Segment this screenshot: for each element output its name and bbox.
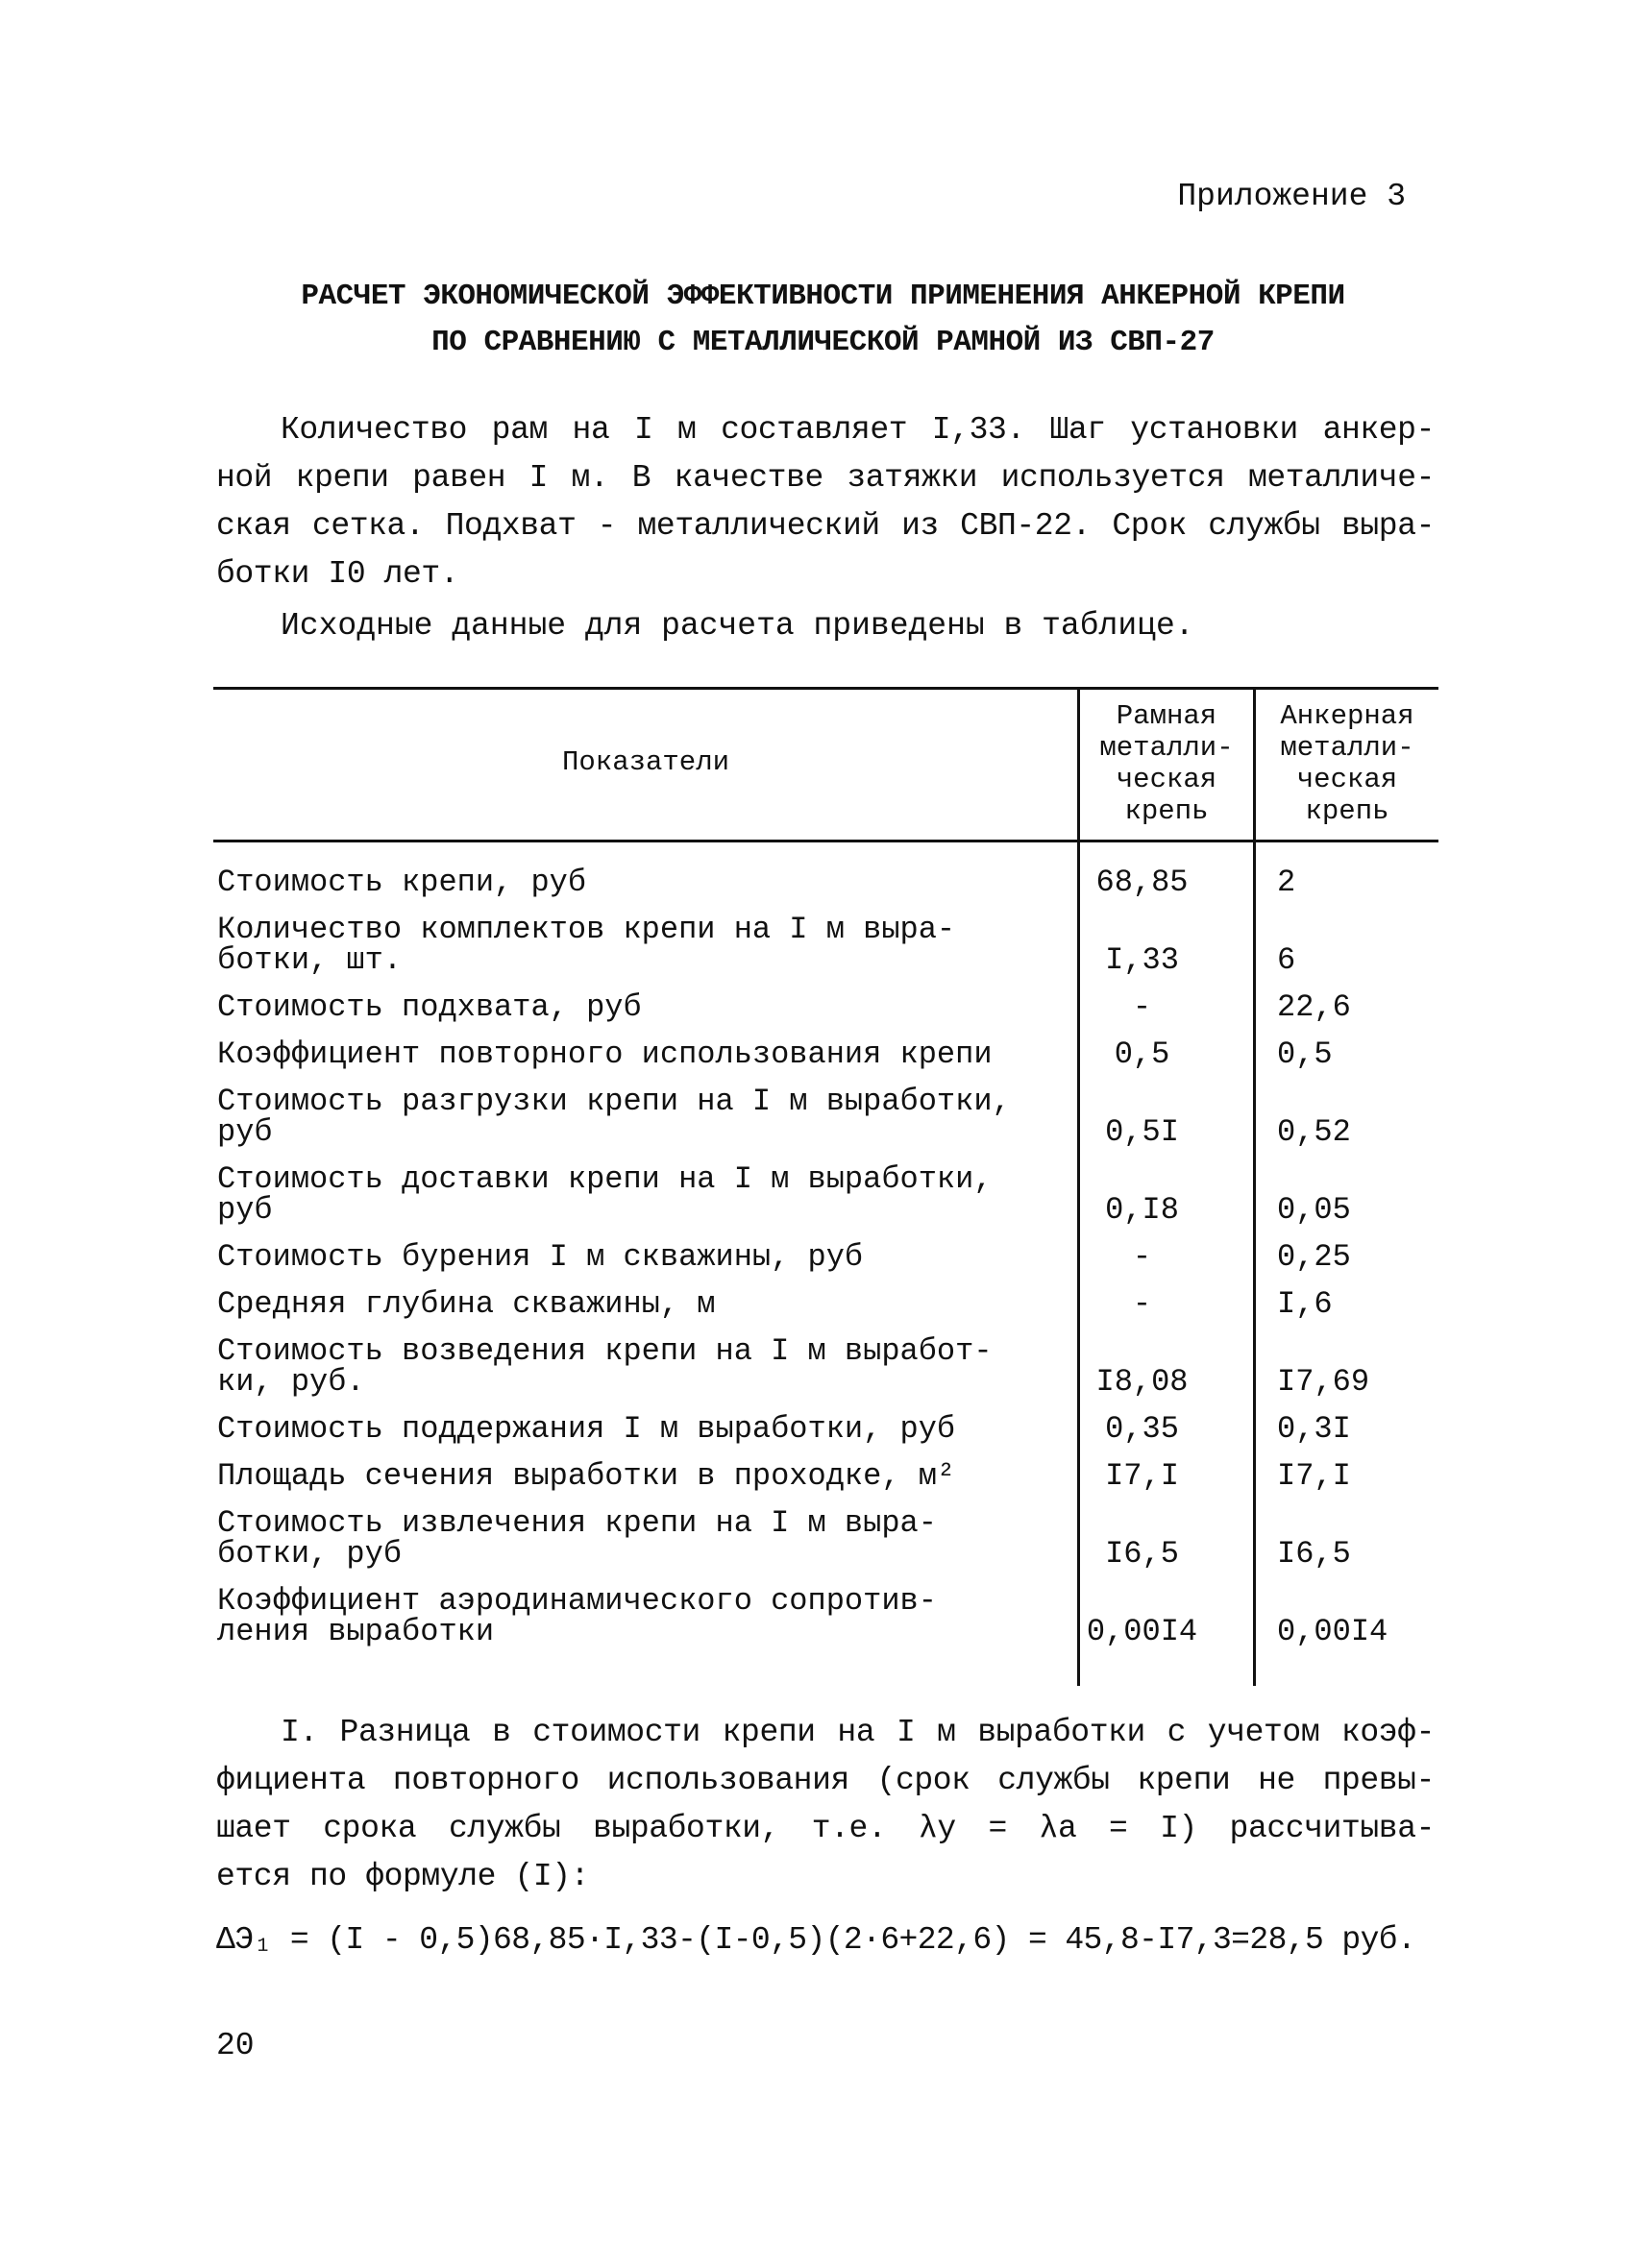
- header-line: Рамная: [1116, 700, 1217, 732]
- section-line: ется по формуле (I):: [216, 1859, 590, 1894]
- header-anchor-support: [1256, 700, 1438, 827]
- table-intro: Исходные данные для расчета приведены в таблице.: [281, 608, 1194, 644]
- intro-line: ская сетка. Подхват - металлический из СВП-22. Срок службы выра-: [216, 508, 1435, 544]
- intro-line: ной крепи равен I м. В качестве затяжки используется металличе-: [216, 460, 1435, 496]
- table-header: [213, 687, 1438, 842]
- table-row: [217, 1036, 1438, 1072]
- table-row: [217, 912, 1438, 978]
- cell-label: Стоимость поддержания I м выработки, руб: [217, 1411, 956, 1447]
- table-row: [217, 1161, 1438, 1228]
- header-indicators: Показатели: [561, 746, 730, 778]
- cell-frame: 0,00I4: [1086, 1614, 1198, 1649]
- table-row: [217, 867, 1438, 898]
- table-top-rule: [213, 687, 1438, 690]
- table-row: [217, 1286, 1438, 1322]
- cell-frame: -: [1132, 1239, 1152, 1275]
- cell-anchor: 6: [1277, 942, 1296, 978]
- section-line: I. Разница в стоимости крепи на I м выработки с учетом коэф-: [281, 1715, 1435, 1750]
- cell-frame: I,33: [1105, 942, 1179, 978]
- cell-label: Стоимость возведения крепи на I м выработ- ки, руб.: [217, 1333, 993, 1400]
- cell-anchor: 2: [1277, 865, 1296, 900]
- cell-anchor: 0,05: [1277, 1192, 1351, 1228]
- cell-label: Количество комплектов крепи на I м выра- ботки, шт.: [217, 912, 956, 978]
- cell-label: Коэффициент повторного использования крепи: [217, 1036, 993, 1072]
- data-table: [213, 687, 1438, 1686]
- cell-anchor: I,6: [1277, 1286, 1333, 1322]
- cell-anchor: 0,3I: [1277, 1411, 1351, 1447]
- page-number: 20: [216, 2028, 255, 2063]
- table-row: [217, 1333, 1438, 1400]
- cell-label: Стоимость извлечения крепи на I м выра- ботки, руб: [217, 1505, 937, 1572]
- cell-anchor: 0,00I4: [1277, 1614, 1388, 1649]
- header-line: ческая: [1296, 764, 1398, 795]
- section-line: фициента повторного использования (срок службы крепи не превы-: [216, 1763, 1435, 1798]
- cell-label: Площадь сечения выработки в проходке, м²: [217, 1458, 956, 1494]
- cell-frame: 0,5I: [1105, 1114, 1179, 1150]
- table-body: [213, 842, 1438, 1686]
- document-title-line-1: РАСЧЕТ ЭКОНОМИЧЕСКОЙ ЭФФЕКТИВНОСТИ ПРИМЕНЕНИЯ АНКЕРНОЙ КРЕПИ: [301, 280, 1345, 313]
- header-line: крепь: [1305, 795, 1389, 827]
- cell-anchor: 0,52: [1277, 1114, 1351, 1150]
- table-row: [217, 1583, 1438, 1649]
- cell-label: Стоимость доставки крепи на I м выработки, руб: [217, 1161, 993, 1228]
- table-row: [217, 1458, 1438, 1494]
- header-line: крепь: [1124, 795, 1209, 827]
- cell-frame: -: [1132, 989, 1152, 1025]
- table-row: [217, 989, 1438, 1025]
- document-title-line-2: ПО СРАВНЕНИЮ С МЕТАЛЛИЧЕСКОЙ РАМНОЙ ИЗ СВП-27: [431, 326, 1215, 359]
- cell-label: Коэффициент аэродинамического сопротив- ления выработки: [217, 1583, 937, 1649]
- header-line: металли-: [1099, 732, 1234, 764]
- table-row: [217, 1505, 1438, 1572]
- header-line: ческая: [1116, 764, 1217, 795]
- table-row: [217, 1411, 1438, 1447]
- cell-frame: -: [1132, 1286, 1152, 1322]
- section-1-paragraph: [216, 1709, 1435, 1901]
- intro-line: ботки I0 лет.: [216, 556, 459, 592]
- cell-frame: I6,5: [1105, 1536, 1179, 1572]
- cell-frame: 0,5: [1114, 1036, 1170, 1072]
- table-row: [217, 1239, 1438, 1275]
- cell-label: Стоимость подхвата, руб: [217, 989, 642, 1025]
- cell-anchor: I6,5: [1277, 1536, 1351, 1572]
- cell-label: Стоимость разгрузки крепи на I м выработки, руб: [217, 1084, 1011, 1150]
- cell-label: Средняя глубина скважины, м: [217, 1286, 716, 1322]
- cell-anchor: 0,5: [1277, 1036, 1333, 1072]
- header-frame-support: [1080, 700, 1253, 827]
- cell-frame: 0,I8: [1105, 1192, 1179, 1228]
- cell-frame: 0,35: [1105, 1411, 1179, 1447]
- cell-label: Стоимость крепи, руб: [217, 865, 587, 900]
- cell-frame: I8,08: [1095, 1364, 1189, 1400]
- appendix-label: Приложение 3: [1177, 179, 1406, 214]
- formula-1: ΔЭ₁ = (I - 0,5)68,85·I,33-(I-0,5)(2·6+22,6) = 45,8-I7,3=28,5 руб.: [216, 1922, 1416, 1958]
- intro-line: Количество рам на I м составляет I,33. Шаг установки анкер-: [281, 412, 1435, 448]
- table-row: [217, 1086, 1438, 1148]
- cell-anchor: 0,25: [1277, 1239, 1351, 1275]
- header-line: Анкерная: [1280, 700, 1414, 732]
- cell-anchor: I7,I: [1277, 1458, 1351, 1494]
- intro-paragraph: [216, 406, 1435, 598]
- cell-anchor: I7,69: [1277, 1364, 1370, 1400]
- cell-frame: 68,85: [1095, 865, 1189, 900]
- cell-anchor: 22,6: [1277, 989, 1351, 1025]
- cell-frame: I7,I: [1105, 1458, 1179, 1494]
- section-line: шает срока службы выработки, т.е. λу = λа = I) рассчитыва-: [216, 1811, 1435, 1846]
- document-title: [0, 274, 1646, 366]
- cell-label: Стоимость бурения I м скважины, руб: [217, 1239, 864, 1275]
- header-line: металли-: [1280, 732, 1414, 764]
